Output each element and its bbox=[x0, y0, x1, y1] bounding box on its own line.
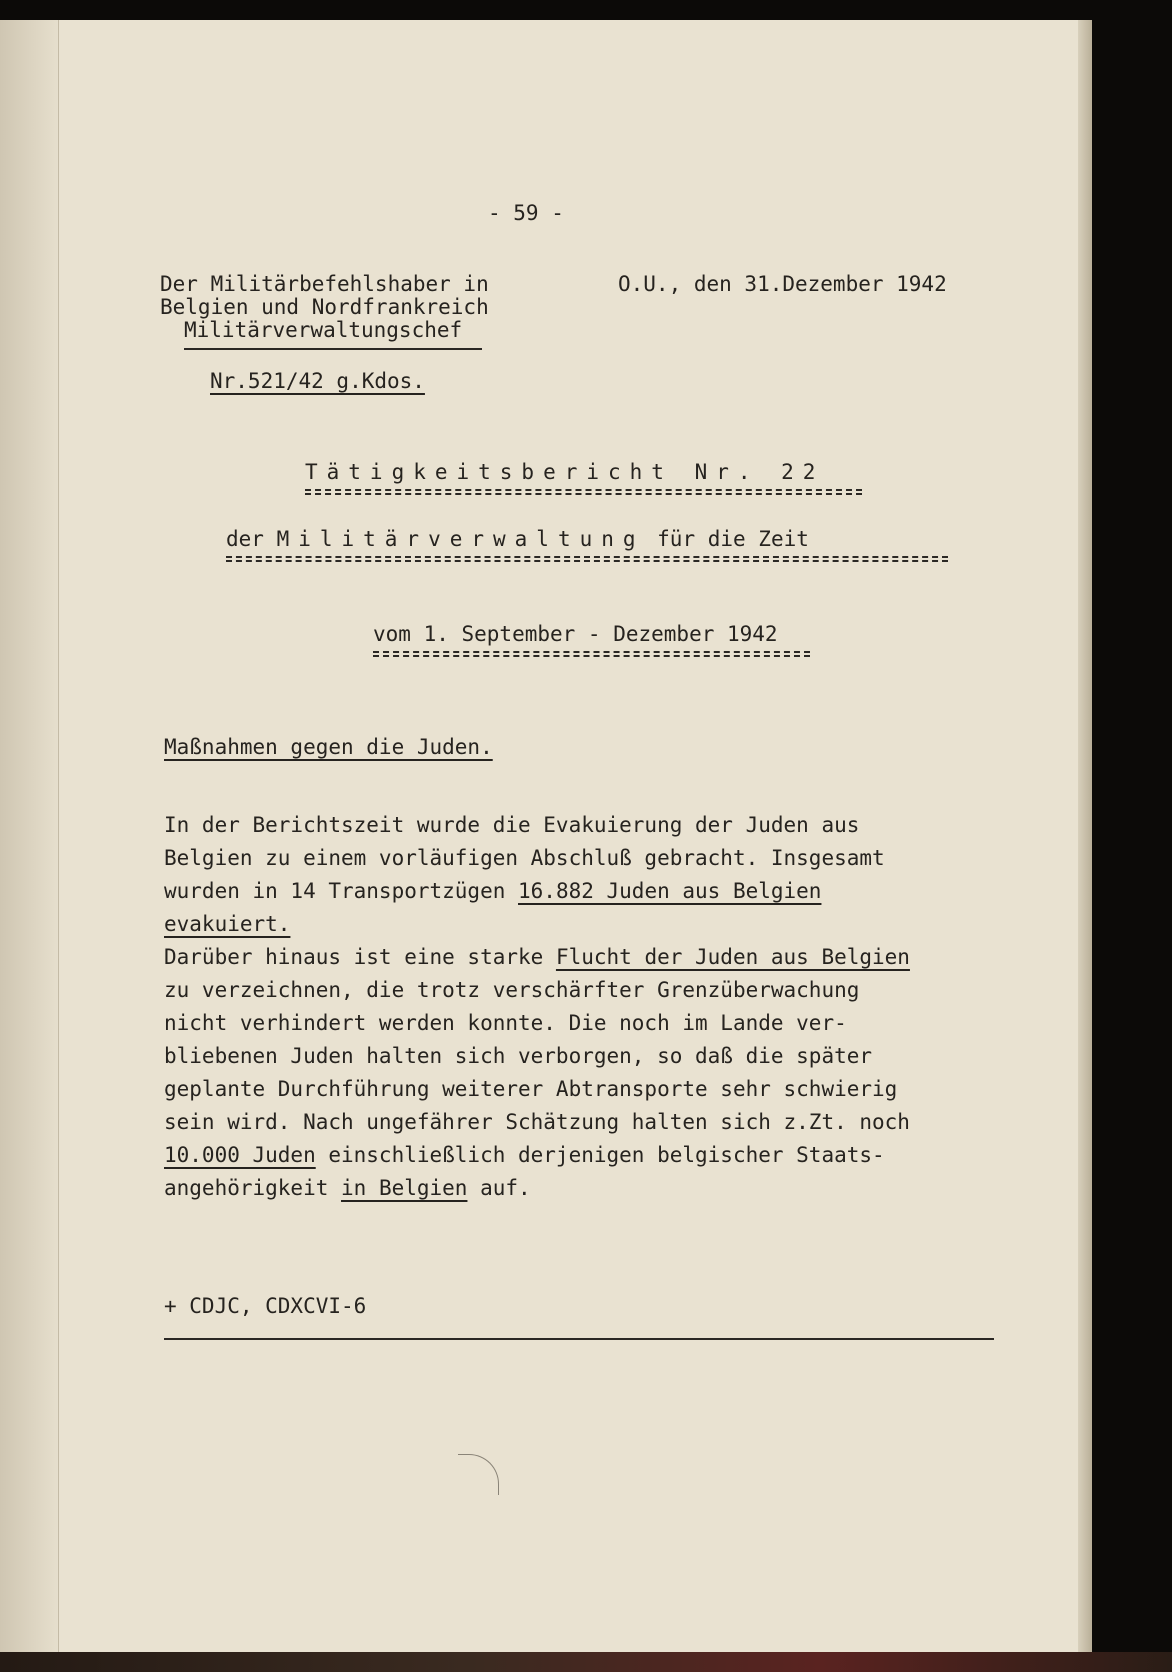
report-subtitle: der Militärverwaltung für die Zeit bbox=[226, 527, 809, 551]
sender-line-2: Belgien und Nordfrankreich bbox=[160, 295, 489, 319]
title-double-rule-2 bbox=[226, 556, 948, 562]
footer-rule bbox=[164, 1338, 994, 1340]
body-line-10: sein wird. Nach ungefährer Schätzung halten sich z.Zt. noch bbox=[164, 1110, 910, 1134]
paper-mark bbox=[458, 1454, 499, 1495]
body-line-5: Darüber hinaus ist eine starke Flucht der Juden aus Belgien bbox=[164, 945, 910, 969]
page-number: - 59 - bbox=[488, 201, 564, 225]
body-line-12: angehörigkeit in Belgien auf. bbox=[164, 1176, 531, 1200]
sender-line-1: Der Militärbefehlshaber in bbox=[160, 272, 489, 296]
reference-number: Nr.521/42 g.Kdos. bbox=[210, 369, 425, 393]
body-line-1: In der Berichtszeit wurde die Evakuierung der Juden aus bbox=[164, 813, 860, 837]
sender-line-3: Militärverwaltungschef bbox=[184, 318, 463, 342]
body-line-8: bliebenen Juden halten sich verborgen, so daß die später bbox=[164, 1044, 873, 1068]
body-line-6: zu verzeichnen, die trotz verschärfter Grenzüberwachung bbox=[164, 978, 860, 1002]
report-title: Tätigkeitsbericht Nr. 22 bbox=[305, 460, 825, 484]
body-line-3: wurden in 14 Transportzügen 16.882 Juden aus Belgien bbox=[164, 879, 822, 903]
body-line-9: geplante Durchführung weiterer Abtransporte sehr schwierig bbox=[164, 1077, 898, 1101]
body-line-4: evakuiert. bbox=[164, 912, 291, 936]
body-line-11: 10.000 Juden einschließlich derjenigen belgischer Staats- bbox=[164, 1143, 885, 1167]
title-double-rule-1 bbox=[305, 489, 862, 495]
book-gutter bbox=[0, 20, 59, 1652]
binding-strip bbox=[0, 1652, 1172, 1672]
body-line-7: nicht verhindert werden konnte. Die noch im Lande ver- bbox=[164, 1011, 847, 1035]
body-line-2: Belgien zu einem vorläufigen Abschluß gebracht. Insgesamt bbox=[164, 846, 885, 870]
footnote: + CDJC, CDXCVI-6 bbox=[164, 1294, 367, 1318]
title-double-rule-3 bbox=[373, 651, 810, 657]
report-period: vom 1. September - Dezember 1942 bbox=[373, 622, 778, 646]
place-date: O.U., den 31.Dezember 1942 bbox=[618, 272, 947, 296]
page-edge bbox=[1078, 20, 1092, 1652]
section-heading: Maßnahmen gegen die Juden. bbox=[164, 735, 493, 759]
sender-underline bbox=[184, 348, 482, 350]
document-page bbox=[0, 20, 1092, 1652]
